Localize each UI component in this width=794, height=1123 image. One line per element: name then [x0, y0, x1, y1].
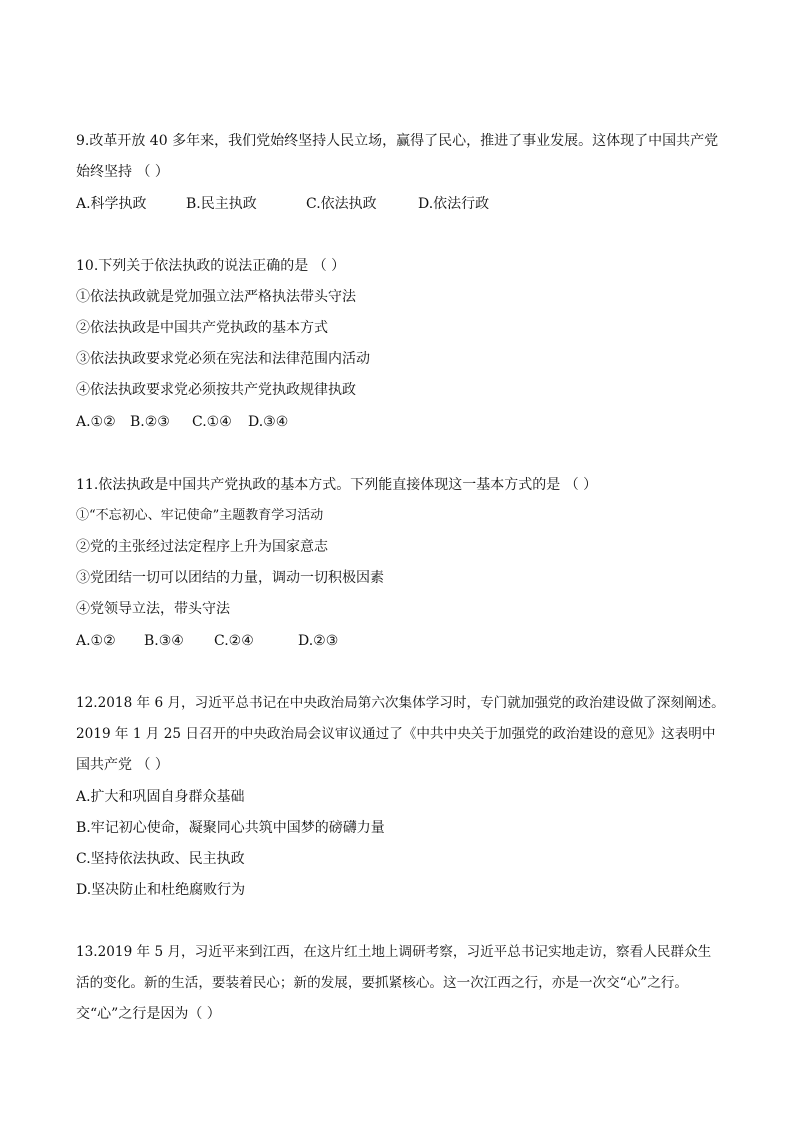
question-10-stem-line-1: 10.下列关于依法执政的说法正确的是 （ ） — [76, 258, 346, 274]
question-11-options — [76, 632, 716, 650]
question-13-stem-line-1: 13.2019 年 5 月，习近平来到江西，在这片红土地上调研考察，习近平总书记实地走访，察看人民群众生 — [76, 944, 712, 960]
question-13-stem-line-2: 活的变化。新的生活，要装着民心；新的发展，要抓紧核心。这一次江西之行，亦是一次交“心”之行。 — [76, 975, 689, 991]
question-10-option-b: B.②③ — [130, 414, 170, 430]
question-11-option-c: C.②④ — [214, 633, 254, 649]
question-11-statement-2: ②党的主张经过法定程序上升为国家意志 — [76, 539, 328, 555]
question-9-option-d: D.依法行政 — [418, 196, 490, 212]
question-10-statement-1: ①依法执政就是党加强立法严格执法带头守法 — [76, 289, 356, 305]
question-9-option-a: A.科学执政 — [76, 196, 147, 212]
question-11-statement-1: ①“不忘初心、牢记使命”主题教育学习活动 — [76, 508, 324, 523]
question-10-options — [76, 413, 716, 431]
question-12-stem-line-3: 国共产党 （ ） — [76, 757, 169, 773]
question-10-option-a: A.①② — [76, 414, 116, 430]
question-10-statement-4: ④依法执政要求党必须按共产党执政规律执政 — [76, 382, 356, 398]
question-13-stem-line-3: 交“心”之行是因为（ ） — [76, 1006, 221, 1022]
question-11-option-d: D.②③ — [298, 633, 339, 649]
question-9-stem-line-1: 9.改革开放 40 多年来，我们党始终坚持人民立场，赢得了民心，推进了事业发展。这体现了中国共产党 — [76, 133, 719, 149]
question-11-stem-line-1: 11.依法执政是中国共产党执政的基本方式。下列能直接体现这一基本方式的是 （ ） — [76, 477, 598, 493]
question-12-option-a: A.扩大和巩固自身群众基础 — [76, 789, 245, 805]
question-11-statement-4: ④党领导立法，带头守法 — [76, 601, 230, 617]
question-11-statement-3: ③党团结一切可以团结的力量，调动一切积极因素 — [76, 570, 384, 586]
question-12-stem-line-1: 12.2018 年 6 月，习近平总书记在中央政治局第六次集体学习时，专门就加强党的政治建设做了深刻阐述。 — [76, 695, 725, 711]
question-9-options — [76, 195, 716, 213]
question-12-option-c: C.坚持依法执政、民主执政 — [76, 851, 245, 867]
question-10-statement-3: ③依法执政要求党必须在宪法和法律范围内活动 — [76, 351, 370, 367]
question-9-option-c: C.依法执政 — [306, 196, 377, 212]
question-11-option-a: A.①② — [76, 633, 116, 649]
question-12-option-d: D.坚决防止和杜绝腐败行为 — [76, 882, 246, 898]
question-12-stem-line-2: 2019 年 1 月 25 日召开的中央政治局会议审议通过了《中共中央关于加强党的政治建设的意见》这表明中 — [76, 726, 716, 742]
question-9-stem-line-2: 始终坚持 （ ） — [76, 164, 169, 180]
question-10-statement-2: ②依法执政是中国共产党执政的基本方式 — [76, 320, 328, 336]
question-11-option-b: B.③④ — [144, 633, 184, 649]
question-12-option-b: B.牢记初心使命，凝聚同心共筑中国梦的磅礴力量 — [76, 820, 385, 836]
question-10-option-c: C.①④ — [192, 414, 232, 430]
question-10-option-d: D.③④ — [248, 414, 289, 430]
question-9-option-b: B.民主执政 — [186, 196, 257, 212]
